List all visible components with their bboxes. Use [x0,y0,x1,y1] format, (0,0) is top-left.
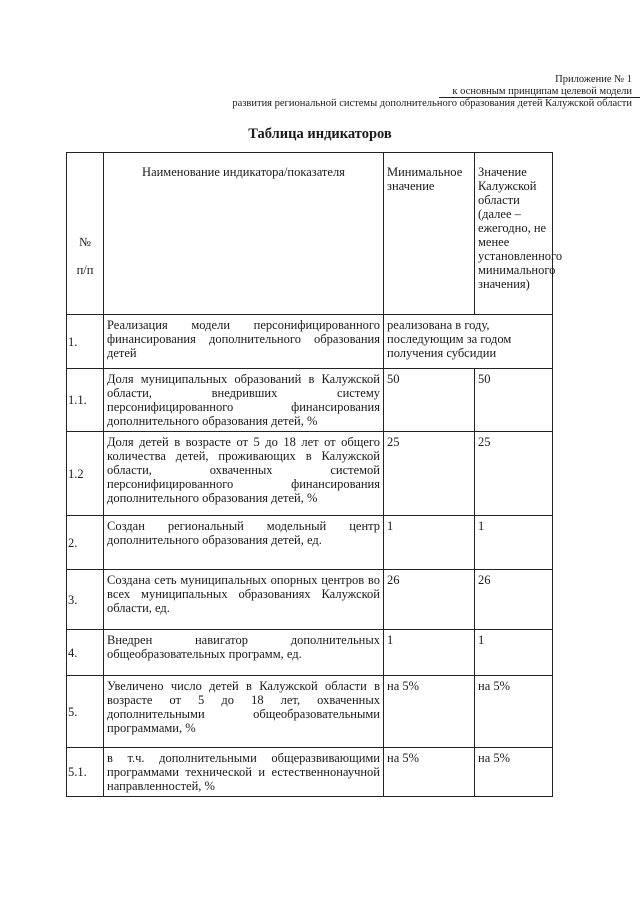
row-number-cell: 3. [67,570,104,630]
header-num-cell [67,153,104,315]
row-region-value-cell: 1 [475,516,553,570]
row-indicator-cell: Доля муниципальных образований в Калужской области, внедривших систему персонифицированного финансирования дополнительного образования детей, % [104,369,384,432]
header-num-symbol: № [79,234,91,249]
row-min-value-cell: 1 [384,516,475,570]
row-merged-value-cell: реализована в году, последующим за годом получения субсидии [384,315,553,369]
appendix-line-2: к основным принципам целевой модели [452,86,632,97]
row-region-value-cell: 26 [475,570,553,630]
row-min-value-cell: 26 [384,570,475,630]
row-indicator-cell: Создан региональный модельный центр дополнительного образования детей, ед. [104,516,384,570]
row-number-cell: 1. [67,315,104,369]
appendix-header [232,74,632,110]
table-header-row [67,153,553,315]
row-indicator-cell: Реализация модели персонифицированного финансирования дополнительного образования детей [104,315,384,369]
row-region-value-cell: на 5% [475,676,553,748]
row-region-value-cell: на 5% [475,748,553,797]
row-min-value-cell: 25 [384,432,475,516]
row-number-cell: 1.2 [67,432,104,516]
row-region-value-cell: 50 [475,369,553,432]
table-row [67,748,553,797]
table-row [67,570,553,630]
row-region-value-cell: 25 [475,432,553,516]
table-row [67,432,553,516]
appendix-line-3: развития региональной системы дополнительного образования детей Калужской области [232,98,632,109]
header-min-cell: Минимальное значение [384,153,475,315]
table-row [67,516,553,570]
header-name-cell: Наименование индикатора/показателя [104,153,384,315]
row-number-cell: 5.1. [67,748,104,797]
row-number-cell: 5. [67,676,104,748]
row-indicator-cell: Увеличено число детей в Калужской области в возрасте от 5 до 18 лет, охваченных дополнительными общеобразовательными программами, % [104,676,384,748]
page-title: Таблица индикаторов [248,126,392,142]
row-region-value-cell: 1 [475,630,553,676]
row-indicator-cell: Доля детей в возрасте от 5 до 18 лет от общего количества детей, проживающих в Калужской области, охваченных системой персонифицированного финансирования дополнительного образования детей, % [104,432,384,516]
row-number-cell: 2. [67,516,104,570]
appendix-line-1: Приложение № 1 [555,74,632,85]
row-number-cell: 4. [67,630,104,676]
row-indicator-cell: в т.ч. дополнительными общеразвивающими программами технической и естественнонаучной направленностей, % [104,748,384,797]
indicators-table [66,152,563,797]
row-min-value-cell: 50 [384,369,475,432]
row-min-value-cell: на 5% [384,748,475,797]
table-row [67,676,553,748]
row-min-value-cell: на 5% [384,676,475,748]
table-row [67,369,553,432]
row-min-value-cell: 1 [384,630,475,676]
header-num-label: п/п [76,262,94,277]
appendix-underline [439,97,640,98]
row-number-cell: 1.1. [67,369,104,432]
row-indicator-cell: Внедрен навигатор дополнительных общеобразовательных программ, ед. [104,630,384,676]
table-row [67,315,553,369]
table-row [67,630,553,676]
row-indicator-cell: Создана сеть муниципальных опорных центров во всех муниципальных образованиях Калужской области, ед. [104,570,384,630]
header-value-cell: Значение Калужской области (далее – ежегодно, не менее установленного минимального значения) [475,153,553,315]
